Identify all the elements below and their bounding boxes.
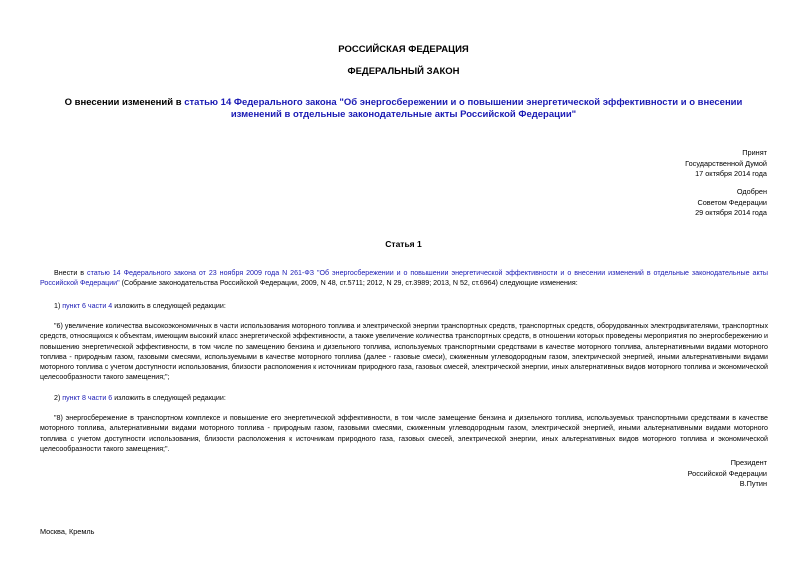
approved-label: Одобрен — [736, 187, 767, 196]
item-2-prefix: 2) — [54, 394, 63, 402]
signature-name: В.Путин — [739, 479, 767, 488]
accepted-block — [685, 148, 767, 180]
approved-date: 29 октября 2014 года — [695, 208, 767, 217]
approved-block — [695, 187, 767, 219]
approved-body: Советом Федерации — [697, 197, 767, 207]
intro-prefix: Внести в — [54, 269, 88, 277]
accepted-label: Принят — [742, 148, 767, 157]
signature-block — [688, 458, 767, 490]
law-title-prefix: О внесении изменений в — [64, 97, 185, 108]
accepted-date: 17 октября 2014 года — [695, 169, 767, 178]
article-heading: Статья 1 — [385, 239, 422, 249]
item-1-link[interactable]: пункт 6 части 4 — [62, 302, 113, 310]
law-article-link[interactable]: статью 14 Федерального закона от 23 ноября 2009 года N 261-ФЗ — [87, 269, 315, 277]
federation-heading: РОССИЙСКАЯ ФЕДЕРАЦИЯ — [338, 44, 469, 55]
item-1-prefix: 1) — [54, 302, 63, 310]
item-2-suffix: изложить в следующей редакции: — [112, 394, 226, 402]
law-name-link[interactable]: "Об энергосбережении и о повышении энергетической эффективности и о внесении изменений в отдельные законодательные акты Российской Федерации" — [40, 269, 768, 288]
item-1-paragraph — [54, 301, 768, 311]
signature-country: Российской Федерации — [687, 468, 767, 478]
accepted-body: Государственной Думой — [685, 158, 767, 168]
law-title — [40, 97, 767, 121]
item-2-quote: "8) энергосбережение в транспортном комплексе и повышение его энергетической эффективности, в том числе замещение бензина и дизельного топлива, используемых транспортными средствами в качестве моторного топлива, альтернативными видами моторного топлива - природным газом, газовыми смесями, сжиженным углеводородным газом, электрической энергией, иными альтернативными видами моторного топлива с учетом доступности использования, близости расположения к источникам природного газа, газовых смесей, электрической энергии, иных альтернативных видов моторного топлива и экономической целесообразности такого замещения;". — [40, 414, 768, 453]
law-type-heading: ФЕДЕРАЛЬНЫЙ ЗАКОН — [347, 66, 460, 77]
item-1-suffix: изложить в следующей редакции: — [112, 302, 226, 310]
item-2-paragraph — [54, 393, 768, 403]
signature-title: Президент — [730, 458, 767, 467]
law-title-link[interactable]: статью 14 Федерального закона "Об энергосбережении и о повышении энергетической эффективности и о внесении изменений в отдельные законодательные акты Российской Федерации" — [184, 97, 743, 120]
intro-suffix: (Собрание законодательства Российской Федерации, 2009, N 48, ст.5711; 2012, N 29, ст.3989; 2013, N 52, ст.6964) следующие изменения: — [119, 279, 578, 288]
item-2-link[interactable]: пункт 8 части 6 — [62, 394, 113, 402]
signing-place: Москва, Кремль — [40, 527, 95, 536]
article-intro-paragraph — [40, 268, 768, 289]
item-1-quote: "6) увеличение количества высокоэкономичных в части использования моторного топлива и электрической энергии транспортных средств, транспортных средств, оборудованных электродвигателями, транспортных средств, относящихся к объектам, имеющим высокий класс энергетической эффективности, а также увеличение количества транспортных средств, в отношении которых проведены мероприятия по энергосбережению и повышению энергетической эффективности, в том числе по замещению бензина и дизельного топлива, используемых транспортными средствами в качестве моторного топлива, альтернативными видами моторного топлива - природным газом, газовыми смесями, используемыми в качестве моторного топлива (далее - газовые смеси), сжиженным углеводородным газом, электрической энергией, иными альтернативными видами моторного топлива с учетом доступности использования, близости расположения к источникам природного газа, газовых смесей, электрической энергии, иных альтернативных видов моторного топлива и экономической целесообразности такого замещения;"; — [40, 322, 769, 382]
